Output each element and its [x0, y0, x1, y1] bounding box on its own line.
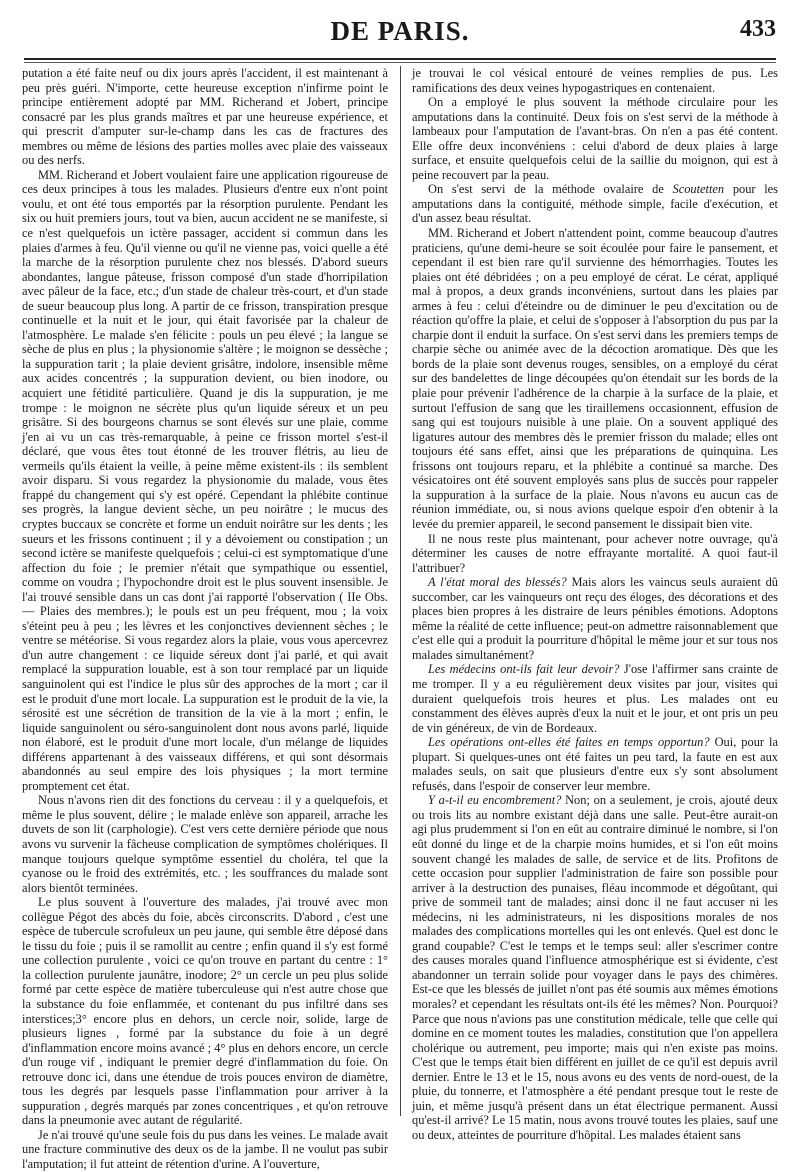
paragraph: [412, 793, 778, 1142]
paragraph: [412, 575, 778, 662]
text-run: Oui, pour la plupart. Si quelques-unes ont été faites un peu tard, la faute en est aux malades seuls, on sait que plusieurs d'entre eux s'y sont absolument refusés, dans l'espoir de conserver leur membre.: [412, 735, 778, 793]
italic-phrase: A l'état moral des blessés?: [428, 575, 567, 590]
paragraph: je trouvai le col vésical entouré de veines remplies de pus. Les ramifications des deux veines hypogastriques en contenaient.: [412, 66, 778, 95]
paragraph: Il ne nous reste plus maintenant, pour achever notre ouvrage, qu'à déterminer les causes de notre effrayante mortalité. A quoi faut-il l'attribuer?: [412, 531, 778, 575]
paragraph: Le plus souvent à l'ouverture des malades, j'ai trouvé avec mon collègue Pégot des abcès du foie, abcès circonscrits. D'abord , c'est une espèce de tubercule scrofuleux un peu jaune, qui semble être déposé dans le tissu du foie ; puis il se ramollit au centre ; enfin quand il s'y est formé une collection purulente , voici ce qu'on trouve en partant du centre : 1° la collection purulente jaunâtre, inodore; 2° un cercle un peu plus solide formé par cette espèce de matière tuberculeuse qui n'est autre chose que la substance du foie enflammée, et contenant du pus infiltré dans ses interstices;3° encore plus en dehors, un cercle noir, solide, large de plusieurs lignes , formé par la substance du foie à un degré d'inflammation encore moins avancé ; 4° plus en dehors encore, un cercle d'un rouge vif , indiquant le premier degré d'inflammation du foie. On retrouve donc ici, dans une étendue de trois pouces environ de diamètre, tous les degrés par lesquels passe l'inflammation pour arriver à la suppuration , degrés marqués par zones concentriques , et qu'on retrouve dans la pneumonie avec autant de régularité.: [22, 895, 388, 1128]
text-run: On s'est servi de la méthode ovalaire de: [428, 182, 673, 197]
right-column: [412, 66, 778, 1142]
text-run: pour les amputations dans la contiguité, méthode simple, facile d'exécution, et d'un assez beau résultat.: [412, 182, 778, 226]
paragraph: On a employé le plus souvent la méthode circulaire pour les amputations dans la continuité. Deux fois on s'est servi de la méthode à lambeaux pour l'amputation de l'avant-bras. On n'en a pas été content. Elle offre deux inconvéniens : celui d'abord de deux plaies à large surface, et ensuite quelquefois celui de la saillie du moignon, qui est à peine recouvert par la peau.: [412, 95, 778, 182]
paragraph: [412, 735, 778, 793]
text-run: Non; on a seulement, je crois, ajouté deux ou trois lits au nombre existant déjà dans une salle. Peut-être aurait-on agi plus prudemment si l'on en eût au contraire diminué le nombre, si l'on eût donné du linge et de la charpie moins humides, et si l'on eût moins souvent changé les malades de salle, de service et de lits. Profitons de cette occasion pour supplier l'administration de faire son possible pour arriver à la destruction des punaises, fléau incommode et dégoûtant, qui prive de sommeil tant de malades; ainsi donc il ne faut accuser ni les médecins, ni les administrateurs, ni les dispositions morales de nos malades des complications mortelles qui les ont enlevés. Quel est donc le grand coupable? C'est le temps et le temps seul: aller s'escrimer contre des causes morales quand l'influence atmosphérique est si évidente, c'est abandonner un terrain solide pour voyager dans le pays des chimères. Est-ce que les blessés de juillet n'ont pas été soumis aux mêmes émotions morales? et cependant les résultats ont-ils été les mêmes? Non. Pourquoi? Parce que nous n'avions pas une constitution médicale, telle que celle qui domine en ce moment toutes les maladies, constitution que l'on appellera cholérique ou autrement, peu importe; mais qui n'en existe pas moins. C'est que le temps était bien différent en juillet de ce qu'il est depuis avril dernier. Entre le 13 et le 15, nous avons eu des vents de nord-ouest, de la pluie, du tonnerre, et l'atmosphère a été pendant presque tout le reste de juin, et même jusqu'à présent dans un état électrique permanent. Aussi qu'est-il arrivé? Le 15 matin, nous avons trouvé toutes les plaies, sauf une ou deux, atteintes de pourriture d'hôpital. Les malades étaient sans: [412, 793, 778, 1142]
text-run: J'ose l'affirmer sans crainte de me tromper. Il y a eu régulièrement deux visites par jour, visites qui duraient quelquefois trois heures et plus. Les malades ont eu constamment des élèves auprès d'eux la nuit et le jour, et ont pris un peu de vin généreux, de vin de Bordeaux.: [412, 662, 778, 735]
page-header: [24, 16, 776, 56]
italic-phrase: Scoutetten: [672, 182, 725, 197]
column-divider: [400, 66, 401, 1116]
paragraph: putation a été faite neuf ou dix jours après l'accident, il est maintenant à peu près guéri. N'importe, cette heureuse exception n'infirme point le principe entièrement adopté par MM. Richerand et Jobert, principe consacré par les plus grands maîtres et par une heureuse expérience, et qui prescrit d'amputer sur-le-champ dans les cas de fractures des membres ou même de lésions des parties molles avec plaie des vaisseaux ou des nerfs.: [22, 66, 388, 168]
text-columns: [22, 66, 778, 1172]
italic-phrase: Les opérations ont-elles été faites en temps opportun?: [428, 735, 710, 750]
header-rule-thin: [24, 62, 776, 63]
italic-phrase: Les médecins ont-ils fait leur devoir?: [428, 662, 620, 677]
paragraph: MM. Richerand et Jobert voulaient faire une application rigoureuse de ces deux principes à tous les malades. Plusieurs d'entre eux n'ont point voulu, et ont été tous emportés par la résorption purulente. Pendant les six ou huit premiers jours, tout va bien, aucun accident ne se manifeste, si ce n'est quelquefois un ictère passager, accident si commun dans les plaies d'armes à feu. Qu'il vienne ou qu'il ne vienne pas, voici quelle a été la marche de la résorption purulente chez nos blessés. D'abord sueurs abondantes, langue pâteuse, frisson composé d'un stade d'horripilation avec pâleur de la face, etc.; d'un stade de chaleur très-court, et d'un stade de sueur beaucoup plus long. A partir de ce frisson, transpiration presque continuelle et la nuit et le jour, qui était favorisée par la chaleur de l'atmosphère. Le malade s'en félicite : pouls un peu élevé ; la langue se sèche de plus en plus ; la physionomie s'altère ; le moignon se dessèche ; la suppuration tarit ; la plaie devient grisâtre, indolore, insensible même aux acides concentrés ; la suppuration devient, ou bien inodore, ou acquiert une fétidité particulière. Quand je dis la suppuration, je me trompe : le moignon ne sécrète plus qu'un liquide séreux et un peu grisâtre. Si des bourgeons charnus se sont élevés sur une plaie, comme j'en ai vu un cas très-remarquable, à peine ce frisson mortel s'est-il déclaré, que vous êtes tout étonné de les trouver flétris, au lieu de vermeils qu'ils étaient la veille, à peine même existent-ils : ils semblent avoir disparu. Si vous regardez la physionomie du malade, vous êtes frappé du changement qui s'y est opéré. Cependant la phlébite continue ses progrès, la langue devient sèche, un peu noirâtre ; le mucus des cryptes buccaux se concrète et forme un enduit noirâtre sur les dents ; les sueurs et les frissons continuent ; il y a dévoiement ou constipation ; un second ictère se manifeste quelquefois ; celui-ci est symptomatique d'une affection du foie ; le premier n'était que sympathique ou essentiel, comme on voudra ; l'hypochondre droit est le plus souvent insensible. Je l'ai trouvé sensible dans un cas dont j'ai rapporté l'observation ( IIe Obs. — Plaies des membres.); le pouls est un peu fréquent, mou ; la voix s'éteint peu à peu ; les lèvres et les conjonctives deviennent sèches ; le ventre se météorise. Si vous regardez alors la plaie, vous vous apercevrez d'un autre changement : ce liquide séreux dont j'ai parlé, et qui avait remplacé la suppuration louable, est à son tour remplacé par un liquide sanguinolent qui est l'indice le plus sûr des approches de la mort ; car il est le produit d'une mort locale. La suppuration est le produit de la vie, la sérosité est une sécrétion de transition de la vie à la mort ; enfin, le liquide sanguinolent ou séro-sanguinolent dont nous avons parlé, liquide non élaboré, est le produit d'une mort locale, d'un mélange de liquides différens appartenant à des vaisseaux différens, et qui sont désormais abandonnés au seul empire des lois physiques ; la mort termine promptement cet état.: [22, 167, 388, 793]
text-run: Mais alors les vaincus seuls auraient dû succomber, car les vainqueurs ont reçu des éloges, des décorations et des places bien propres à les distraire de leurs pénibles émotions. Adoptons même la réalité de cette influence; peut-on admettre raisonnablement que c'est elle qui a produit la pourriture d'hôpital le même jour et sur tous nos malades simultanément?: [412, 575, 778, 662]
paragraph: [412, 662, 778, 735]
paragraph: MM. Richerand et Jobert n'attendent point, comme beaucoup d'autres praticiens, qu'une demi-heure se soit écoulée pour faire le pansement, et cependant il est bien rare qu'il survienne des hémorrhagies. Toutes les plaies ont été débridées ; on a peu employé de cérat. Le cérat, appliqué mal à propos, a deux grands inconvéniens, surtout dans les plaies par armes à feu : celui d'éteindre ou de diminuer le peu d'excitation ou de réaction qu'offre la plaie, et celui de s'opposer à l'absorption du pus par la charpie dont il enduit la surface. On s'est servi dans les premiers temps de charpie sèche ou animée avec de la décoction aromatique. Dès que les bords de la plaie sont devenus rouges, sensibles, on a employé du cérat sur des bandelettes de linge découpées qu'on étendait sur les bords de la plaie pour prévenir l'adhérence de la charpie à la surface de la plaie, et surtout l'effusion de sang que les tiraillemens occasionnent, effusion de sang qui est toujours nuisible à une plaie. On a souvent appliqué des ligatures autour des membres dès le premier frisson du malade; elles ont toujours été sans effet, ainsi que les préparations de quinquina. Les frissons ont toujours reparu, et la phlébite a continué sa marche. Des vésicatoires ont été souvent employés sans plus de succès pour rappeler la suppuration à la surface de la plaie. Nous n'avons eu aucun cas de réunion immédiate, ou, si nous avions quelque espoir d'en obtenir à la levée du premier appareil, le second pansement le dissipait bien vite.: [412, 226, 778, 531]
running-title: DE PARIS.: [330, 16, 470, 46]
page-number: 433: [740, 16, 776, 42]
italic-phrase: Y a-t-il eu encombrement?: [428, 793, 562, 808]
header-rule: [24, 58, 776, 60]
paragraph: Nous n'avons rien dit des fonctions du cerveau : il y a quelquefois, et même le plus souvent, délire ; le malade enlève son appareil, arrache les duvets de son lit (carphologie). C'est vers cette dernière période que nous avons vu survenir la fâcheuse complication de symptômes cholériques. Il manque toujours quelque symptôme essentiel du choléra, tel que la cyanose ou le froid des extrémités, etc. ; les souffrances du malade sont alors bientôt terminées.: [22, 793, 388, 895]
left-column: [22, 66, 388, 1172]
paragraph: Je n'ai trouvé qu'une seule fois du pus dans les veines. Le malade avait une fracture comminutive des deux os de la jambe. Il ne voulut pas subir l'amputation; il fut atteint de rétention d'urine. A l'ouverture,: [22, 1127, 388, 1172]
paragraph: [412, 182, 778, 226]
